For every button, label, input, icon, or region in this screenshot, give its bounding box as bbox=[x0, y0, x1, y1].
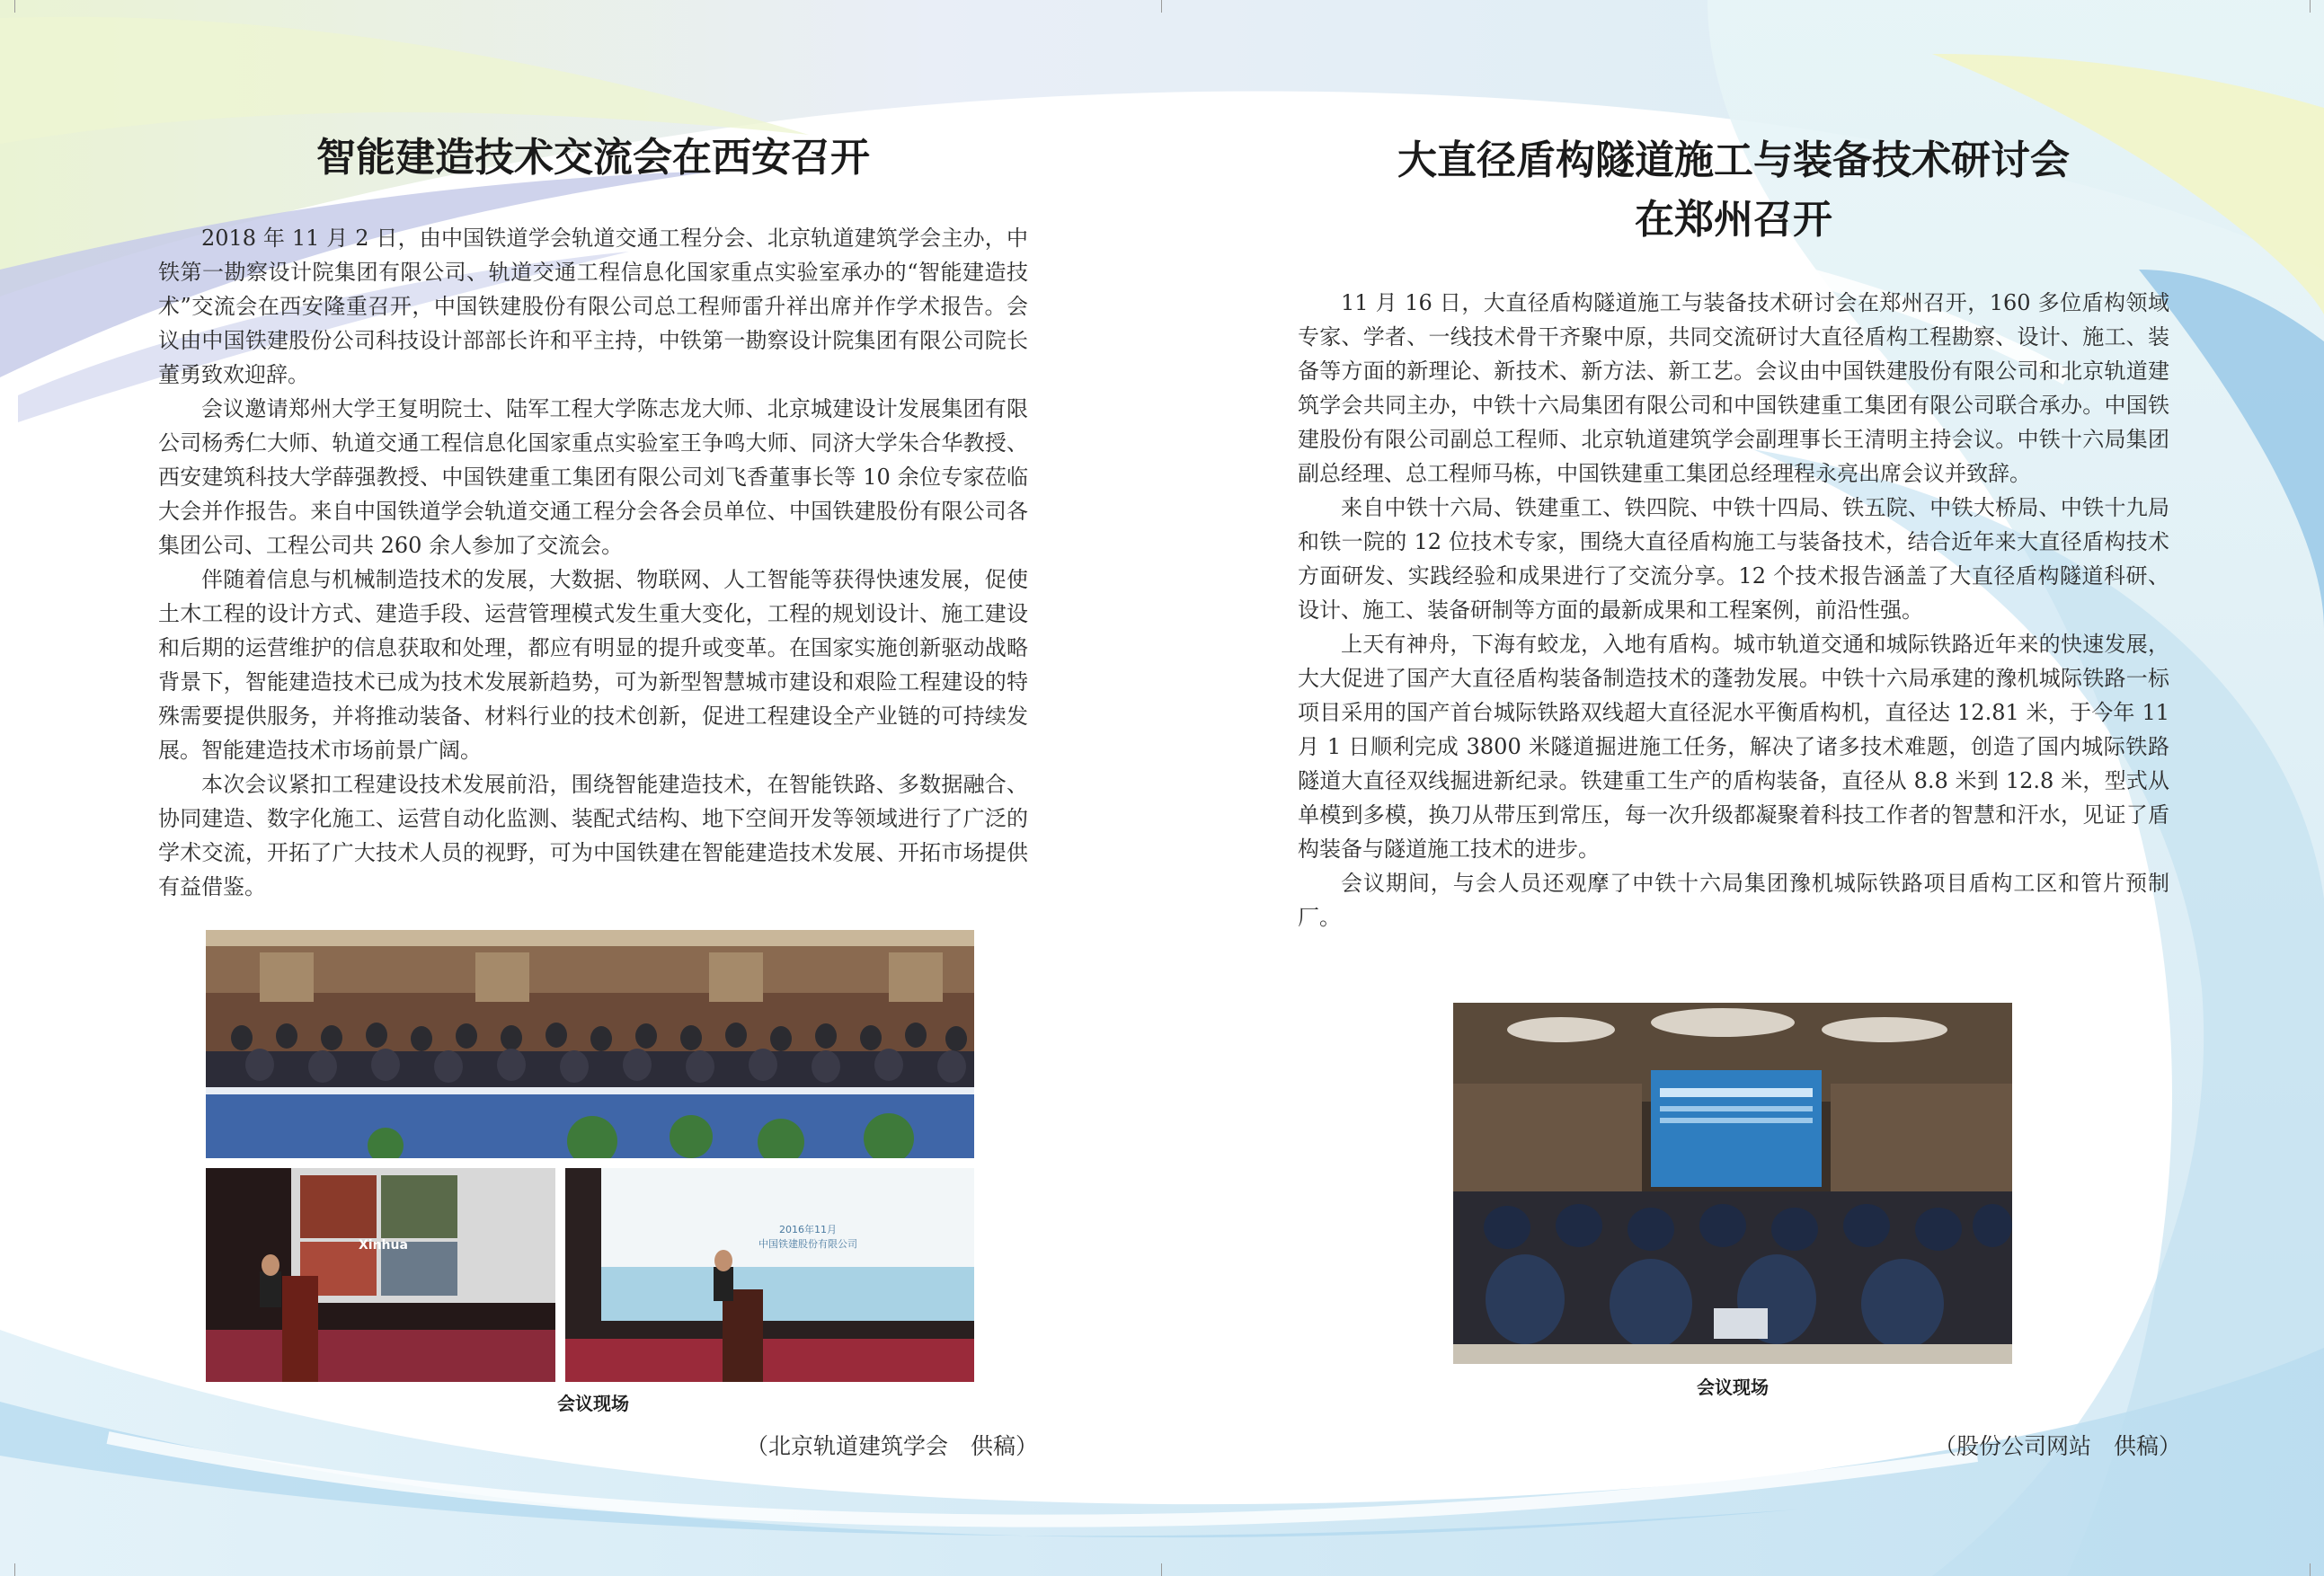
crop-mark bbox=[1161, 1563, 1162, 1576]
speaker-stage-photo bbox=[206, 1168, 555, 1382]
symposium-hall-photo bbox=[1453, 1003, 2012, 1364]
right-title-line-2: 在郑州召开 bbox=[1635, 197, 1832, 243]
right-paragraph-4: 会议期间，与会人员还观摩了中铁十六局集团豫机城际铁路项目盾构工区和管片预制厂。 bbox=[1298, 871, 2169, 930]
right-paragraph-1: 11 月 16 日，大直径盾构隧道施工与装备技术研讨会在郑州召开，160 多位盾构领域专家、学者、一线技术骨干齐聚中原，共同交流研讨大直径盾构工程勘察、设计、施工、装备等方面的新理论、新技术、新方法、新工艺。会议由中国铁建股份有限公司和北京轨道建筑学会共同主办，中铁十六局集团有限公司和中国铁建重工集团有限公司联合承办。中国铁建股份有限公司副总工程师、北京轨道建筑学会副理事长王清明主持会议。中铁十六局集团副总经理、总工程师马栋，中国铁建重工集团总经理程永亮出席会议并致辞。 bbox=[1298, 290, 2169, 486]
crop-mark bbox=[2310, 1563, 2311, 1576]
right-title-line-1: 大直径盾构隧道施工与装备技术研讨会 bbox=[1397, 137, 2070, 183]
left-article-title: 智能建造技术交流会在西安召开 bbox=[316, 135, 870, 181]
right-photo-caption: 会议现场 bbox=[1697, 1377, 1769, 1398]
left-credit: （北京轨道建筑学会 供稿） bbox=[746, 1433, 1039, 1459]
crop-mark bbox=[14, 0, 15, 13]
slide-company: 中国铁建股份有限公司 bbox=[758, 1238, 857, 1250]
left-paragraph-4: 本次会议紧扣工程建设技术发展前沿，围绕智能建造技术，在智能铁路、多数据融合、协同建造、数字化施工、运营自动化监测、装配式结构、地下空间开发等领域进行了广泛的学术交流，开拓了广大技术人员的视野，可为中国铁建在智能建造技术发展、开拓市场提供有益借鉴。 bbox=[158, 772, 1028, 899]
right-paragraph-3: 上天有神舟，下海有蛟龙，入地有盾构。城市轨道交通和城际铁路近年来的快速发展，大大促进了国产大直径盾构装备制造技术的蓬勃发展。中铁十六局承建的豫机城际铁路一标项目采用的国产首台城际铁路双线超大直径泥水平衡盾构机，直径达 12.81 米，于今年 11 月 1 日顺利完成 3800 米隧道掘进施工任务，解决了诸多技术难题，创造了国内城际铁路隧道大直径双线掘进新纪录。铁建重工生产的盾构装备，直径从 8.8 米到 12.8 米，型式从单模到多模，换刀从带压到常压，每一次升级都凝聚着科技工作者的智慧和汗水，见证了盾构装备与隧道施工技术的进步。 bbox=[1298, 632, 2169, 862]
left-paragraph-3: 伴随着信息与机械制造技术的发展，大数据、物联网、人工智能等获得快速发展，促使土木工程的设计方式、建造手段、运营管理模式发生重大变化，工程的规划设计、施工建设和后期的运营维护的信息获取和处理，都应有明显的提升或变革。在国家实施创新驱动战略背景下，智能建造技术已成为技术发展新趋势，可为新型智慧城市建设和艰险工程建设的特殊需要提供服务，并将推动装备、材料行业的技术创新，促进工程建设全产业链的可持续发展。智能建造技术市场前景广阔。 bbox=[158, 567, 1028, 763]
right-article bbox=[1298, 126, 2169, 934]
left-article bbox=[158, 126, 1028, 904]
slide-date: 2016年11月 bbox=[779, 1224, 837, 1235]
left-paragraph-2: 会议邀请郑州大学王复明院士、陆军工程大学陈志龙大师、北京城建设计发展集团有限公司杨秀仁大师、轨道交通工程信息化国家重点实验室王争鸣大师、同济大学朱合华教授、西安建筑科技大学薛强教授、中国铁建重工集团有限公司刘飞香董事长等 10 余位专家莅临大会并作报告。来自中国铁道学会轨道交通工程分会各会员单位、中国铁建股份有限公司各集团公司、工程公司共 260 余人参加了交流会。 bbox=[158, 396, 1028, 558]
right-credit: （股份公司网站 供稿） bbox=[1934, 1433, 2182, 1459]
crop-mark bbox=[1161, 0, 1162, 13]
left-photo-caption: 会议现场 bbox=[557, 1393, 629, 1414]
left-photo-collage bbox=[206, 930, 974, 1382]
crop-mark bbox=[2310, 0, 2311, 13]
crop-mark bbox=[14, 1563, 15, 1576]
conference-audience-photo bbox=[206, 930, 974, 1158]
right-article-title bbox=[1298, 131, 2169, 250]
right-paragraph-2: 来自中铁十六局、铁建重工、铁四院、中铁十四局、铁五院、中铁大桥局、中铁十九局和铁一院的 12 位技术专家，围绕大直径盾构施工与装备技术，结合近年来大直径盾构技术方面研发、实践经验和成果进行了交流分享。12 个技术报告涵盖了大直径盾构隧道科研、设计、施工、装备研制等方面的最新成果和工程案例，前沿性强。 bbox=[1298, 495, 2169, 623]
slide-watermark: Xinhua bbox=[359, 1238, 408, 1253]
left-paragraph-1: 2018 年 11 月 2 日，由中国铁道学会轨道交通工程分会、北京轨道建筑学会主办，中铁第一勘察设计院集团有限公司、轨道交通工程信息化国家重点实验室承办的“智能建造技术”交流会在西安隆重召开，中国铁建股份有限公司总工程师雷升祥出席并作学术报告。会议由中国铁建股份公司科技设计部部长许和平主持，中铁第一勘察设计院集团有限公司院长董勇致欢迎辞。 bbox=[158, 226, 1028, 387]
speaker-slide-photo bbox=[565, 1168, 974, 1382]
